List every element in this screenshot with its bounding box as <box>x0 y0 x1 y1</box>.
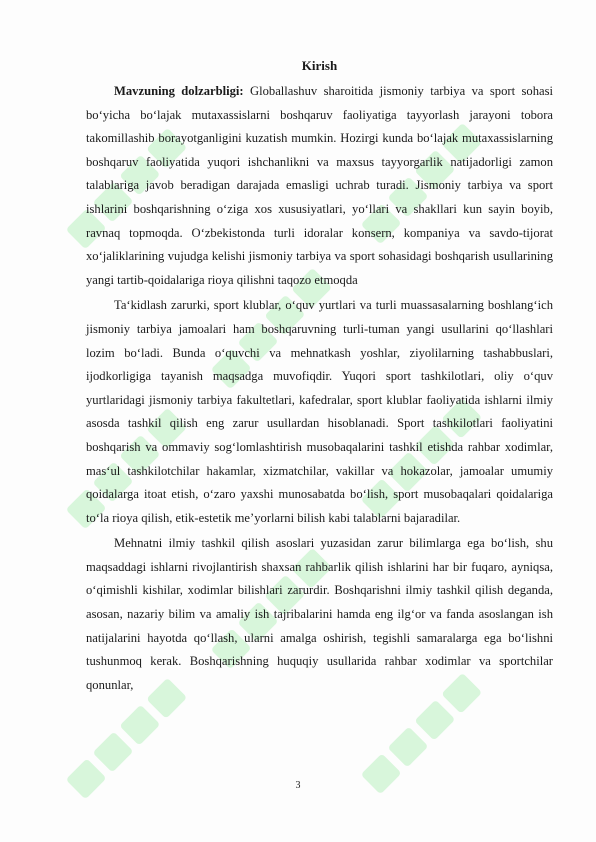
paragraph-text: Mehnatni ilmiy tashkil qilish asoslari yuzasidan zarur bilimlarga ega bo‘lish, shu maqsaddagi ishlarni rivojlantirish shaxsan rahbarlik qilish ishlarini har bir fuqaro, ayniqsa, o‘qimishli kishilar, xodimlar bilishlari zarurdir. Boshqarishni ilmiy tashkil qilish deganda, asosan, nazariy bilim va amaliy ish tajribalarini hamda eng ilg‘or va fanda asoslangan ish natijalarini hayotda qo‘llash, ularni amalga oshirish, tegishli samaralarga ega bo‘lishni tushunmoq kerak. Boshqarishning huquqiy usullarida rahbar xodimlar va sportchilar qonunlar, <box>86 536 553 692</box>
paragraph-sport-clubs <box>86 294 553 530</box>
paragraph-text: Globallashuv sharoitida jismoniy tarbiya va sport sohasi bo‘yicha bo‘lajak mutaxassislarni boshqaruv faoliyatiga tayyorlash jarayoni tobora takomillashib borayotganligini kuzatish mumkin. Hozirgi kunda bo‘lajak mutaxassislarning boshqaruv faoliyatida yuqori ishchanlikni va maxsus tayyorgarlik natijadorligi zamon talablariga javob beradigan darajada emasligi uchrab turadi. Jismoniy tarbiya va sport ishlarini boshqarishning o‘ziga xos xususiyatlari, yo‘llari va shakllari kun sayin boyib, ravnaq topmoqda. O‘zbekistonda turli idoralar konsern, kompaniya va savdo-tijorat xo‘jaliklarining vujudga kelishi jismoniy tarbiya va sport sohasidagi boshqarish usullarining yangi tartib-qoidalariga rioya qilishni taqozo etmoqda <box>86 84 553 287</box>
paragraph-text: Ta‘kidlash zarurki, sport klublar, o‘quv yurtlari va turli muassasalarning boshlang‘ich jismoniy tarbiya jamoalari ham boshqaruvning turli-tuman yangi usullarini qo‘llashlari lozim bo‘ladi. Bunda o‘quvchi va mehnatkash yoshlar, ziyolilarning tashabbuslari, ijodkorligiga tayanish maqsadga muvofiqdir. Yuqori sport tashkilotlari, oliy o‘quv yurtlaridagi jismoniy tarbiya fakultetlari, kafedralar, sport klublar faoliyatida ishlarni ilmiy asosda tashkil qilish eng zarur usullardan hisoblanadi. Sport tashkilotlari faoliyatini boshqarish va ommaviy sog‘lomlashtirish musobaqalarini tashkil etishda rahbar xodimlar, mas‘ul tashkilotchilar hakamlar, xizmatchilar, vakillar va hokazolar, jamoalar umumiy qoidalarga itoat etish, o‘zaro yaxshi munosabatda bo‘lish, sport musobaqalari qoidalariga to‘la rioya qilish, etik-estetik me’yorlarni bilish kabi talablarni bajaradilar. <box>86 298 553 525</box>
page-content <box>86 56 553 697</box>
paragraph-lead: Mavzuning dolzarbligi: <box>114 84 244 98</box>
paragraph-scientific-organization <box>86 532 553 697</box>
page-number: 3 <box>295 780 301 791</box>
section-title: Kirish <box>301 58 338 73</box>
paragraph-relevance <box>86 80 553 292</box>
